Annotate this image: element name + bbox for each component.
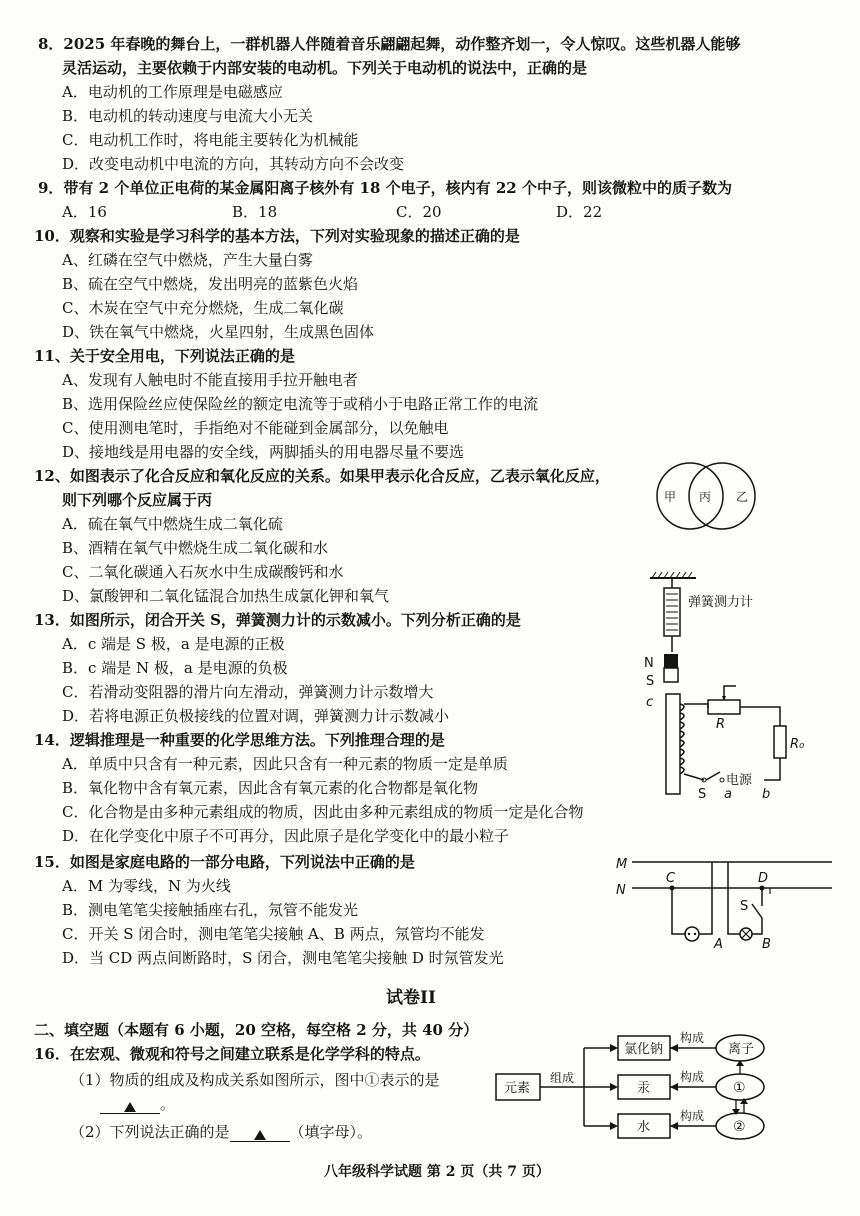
spring-scale-label: 弹簧测力计: [688, 595, 754, 610]
q8-stem-line1: 8．2025 年春晚的舞台上，一群机器人伴随着音乐翩翩起舞，动作整齐划一，令人惊叹。这些机器人能够: [38, 35, 741, 53]
q13-option-b: B．c 端是 N 极，a 是电源的负极: [62, 659, 288, 677]
switch-s: [752, 904, 762, 918]
q14-option-c: C．化合物是由多种元素组成的物质，因此由多种元素组成的物质一定是化合物: [62, 803, 584, 821]
switch-s: [706, 772, 720, 780]
q11-option-d: D、接地线是用电器的安全线，两脚插头的用电器尽量不要选: [62, 443, 465, 461]
power-source-label: 电源: [726, 773, 753, 788]
q9-option-b: B．18: [232, 203, 278, 221]
svg-text:离子: 离子: [728, 1042, 755, 1057]
svg-text:组成: 组成: [550, 1071, 575, 1085]
q15-option-c: C．开关 S 闭合时，测电笔笔尖接触 A、B 两点，氖管均不能发: [62, 925, 485, 943]
q14-stem: 14．逻辑推理是一种重要的化学思维方法。下列推理合理的是: [34, 731, 445, 749]
svg-text:R₀: R₀: [790, 737, 805, 752]
svg-text:N: N: [644, 656, 654, 671]
venn-diagram: [650, 458, 760, 538]
q13-option-d: D．若将电源正负极接线的位置对调，弹簧测力计示数减小: [62, 707, 450, 725]
svg-text:S: S: [740, 899, 749, 914]
q12-option-d: D、氯酸钾和二氧化锰混合加热生成氯化钾和氧气: [62, 587, 390, 605]
q8-option-d: D．改变电动机中电流的方向，其转动方向不会改变: [62, 155, 405, 173]
electromagnet-circuit-figure: [612, 568, 828, 800]
svg-text:a: a: [724, 787, 732, 800]
q9-option-c: C．20: [396, 203, 442, 221]
magnet-s: [664, 668, 678, 682]
svg-text:R: R: [716, 717, 726, 732]
svg-text:构成: 构成: [680, 1031, 705, 1045]
q11-option-b: B、选用保险丝应使保险丝的额定电流等于或稍小于电路正常工作的电流: [62, 395, 539, 413]
section-title: 试卷II: [386, 988, 436, 1008]
q12-option-b: B、酒精在氧气中燃烧生成二氧化碳和水: [62, 539, 329, 557]
q12-option-a: A．硫在氧气中燃烧生成二氧化硫: [62, 515, 283, 533]
q15-option-b: B．测电笔笔尖接触插座右孔，氖管不能发光: [62, 901, 359, 919]
svg-text:b: b: [762, 787, 771, 800]
venn-label-jia: 甲: [664, 490, 677, 504]
rheostat: [708, 700, 740, 714]
q16-part1: （1）物质的组成及构成关系如图所示，图中①表示的是: [70, 1071, 440, 1089]
q16-part1-blank: 。: [100, 1094, 175, 1114]
svg-text:氯化钠: 氯化钠: [624, 1042, 664, 1057]
svg-text:A: A: [714, 937, 723, 952]
svg-text:c: c: [646, 695, 654, 710]
iron-core: [666, 694, 680, 794]
q10-option-c: C、木炭在空气中充分燃烧，生成二氧化碳: [62, 299, 344, 317]
q13-stem: 13．如图所示，闭合开关 S，弹簧测力计的示数减小。下列分析正确的是: [34, 611, 521, 629]
q8-option-b: B．电动机的转动速度与电流大小无关: [62, 107, 314, 125]
q11-option-c: C、使用测电笔时，手指绝对不能碰到金属部分，以免触电: [62, 419, 449, 437]
q11-option-a: A、发现有人触电时不能直接用手拉开触电者: [62, 371, 358, 389]
socket: [685, 927, 699, 941]
svg-text:D: D: [758, 871, 769, 886]
q10-stem: 10．观察和实验是学习科学的基本方法，下列对实验现象的描述正确的是: [34, 227, 520, 245]
composition-diagram: [494, 1026, 780, 1146]
svg-text:M: M: [616, 857, 628, 872]
q9-option-a: A．16: [62, 203, 107, 221]
q9-stem: 9．带有 2 个单位正电荷的某金属阳离子核外有 18 个电子，核内有 22 个中子，则该微粒中的质子数为: [38, 179, 732, 197]
svg-text:汞: 汞: [637, 1081, 651, 1096]
q8-option-c: C．电动机工作时，将电能主要转化为机械能: [62, 131, 359, 149]
q9-option-d: D．22: [556, 203, 603, 221]
svg-text:S: S: [698, 787, 707, 800]
q8-stem-line2: 灵活运动，主要依赖于内部安装的电动机。下列关于电动机的说法中，正确的是: [62, 59, 588, 77]
q12-stem-line2: 则下列哪个反应属于丙: [62, 491, 213, 509]
svg-text:N: N: [616, 883, 626, 898]
q15-stem: 15．如图是家庭电路的一部分电路，下列说法中正确的是: [34, 853, 415, 871]
svg-text:S: S: [646, 674, 655, 689]
q14-option-a: A．单质中只含有一种元素，因此只含有一种元素的物质一定是单质: [62, 755, 508, 773]
q10-option-d: D、铁在氧气中燃烧，火星四射，生成黑色固体: [62, 323, 375, 341]
svg-text:水: 水: [637, 1120, 651, 1135]
svg-text:构成: 构成: [680, 1109, 705, 1123]
resistor-r0: [774, 726, 786, 758]
svg-text:②: ②: [733, 1119, 746, 1135]
q11-stem: 11、关于安全用电，下列说法正确的是: [34, 347, 295, 365]
svg-text:①: ①: [733, 1080, 746, 1096]
q12-stem-line1: 12、如图表示了化合反应和氧化反应的关系。如果甲表示化合反应，乙表示氧化反应，: [34, 467, 610, 485]
q12-option-c: C、二氧化碳通入石灰水中生成碳酸钙和水: [62, 563, 344, 581]
q13-option-c: C．若滑动变阻器的滑片向左滑动，弹簧测力计示数增大: [62, 683, 434, 701]
q8-option-a: A．电动机的工作原理是电磁感应: [62, 83, 283, 101]
page-footer: 八年级科学试题 第 2 页（共 7 页）: [324, 1164, 550, 1180]
svg-text:B: B: [762, 937, 771, 952]
q16-stem: 16．在宏观、微观和符号之间建立联系是化学学科的特点。: [34, 1045, 430, 1063]
q16-part2: （2）下列说法正确的是 （填字母）。: [70, 1123, 373, 1141]
part2-heading: 二、填空题（本题有 6 小题，20 空格，每空格 2 分，共 40 分）: [34, 1021, 479, 1039]
q14-option-d: D．在化学变化中原子不可再分，因此原子是化学变化中的最小粒子: [62, 827, 510, 845]
q14-option-b: B．氧化物中含有氧元素，因此含有氧元素的化合物都是氧化物: [62, 779, 479, 797]
q10-option-a: A、红磷在空气中燃烧，产生大量白雾: [62, 251, 313, 269]
q10-option-b: B、硫在空气中燃烧，发出明亮的蓝紫色火焰: [62, 275, 359, 293]
household-circuit-figure: [612, 848, 838, 954]
q15-option-a: A．M 为零线，N 为火线: [62, 877, 231, 895]
q13-option-a: A．c 端是 S 极，a 是电源的正极: [62, 635, 285, 653]
venn-label-yi: 乙: [736, 490, 749, 504]
q15-option-d: D．当 CD 两点间断路时，S 闭合，测电笔笔尖接触 D 时氖管发光: [62, 949, 504, 967]
svg-text:C: C: [666, 871, 676, 886]
svg-text:构成: 构成: [680, 1070, 705, 1084]
svg-text:元素: 元素: [504, 1081, 531, 1096]
magnet-n: [664, 654, 678, 668]
venn-label-bing: 丙: [699, 490, 712, 504]
